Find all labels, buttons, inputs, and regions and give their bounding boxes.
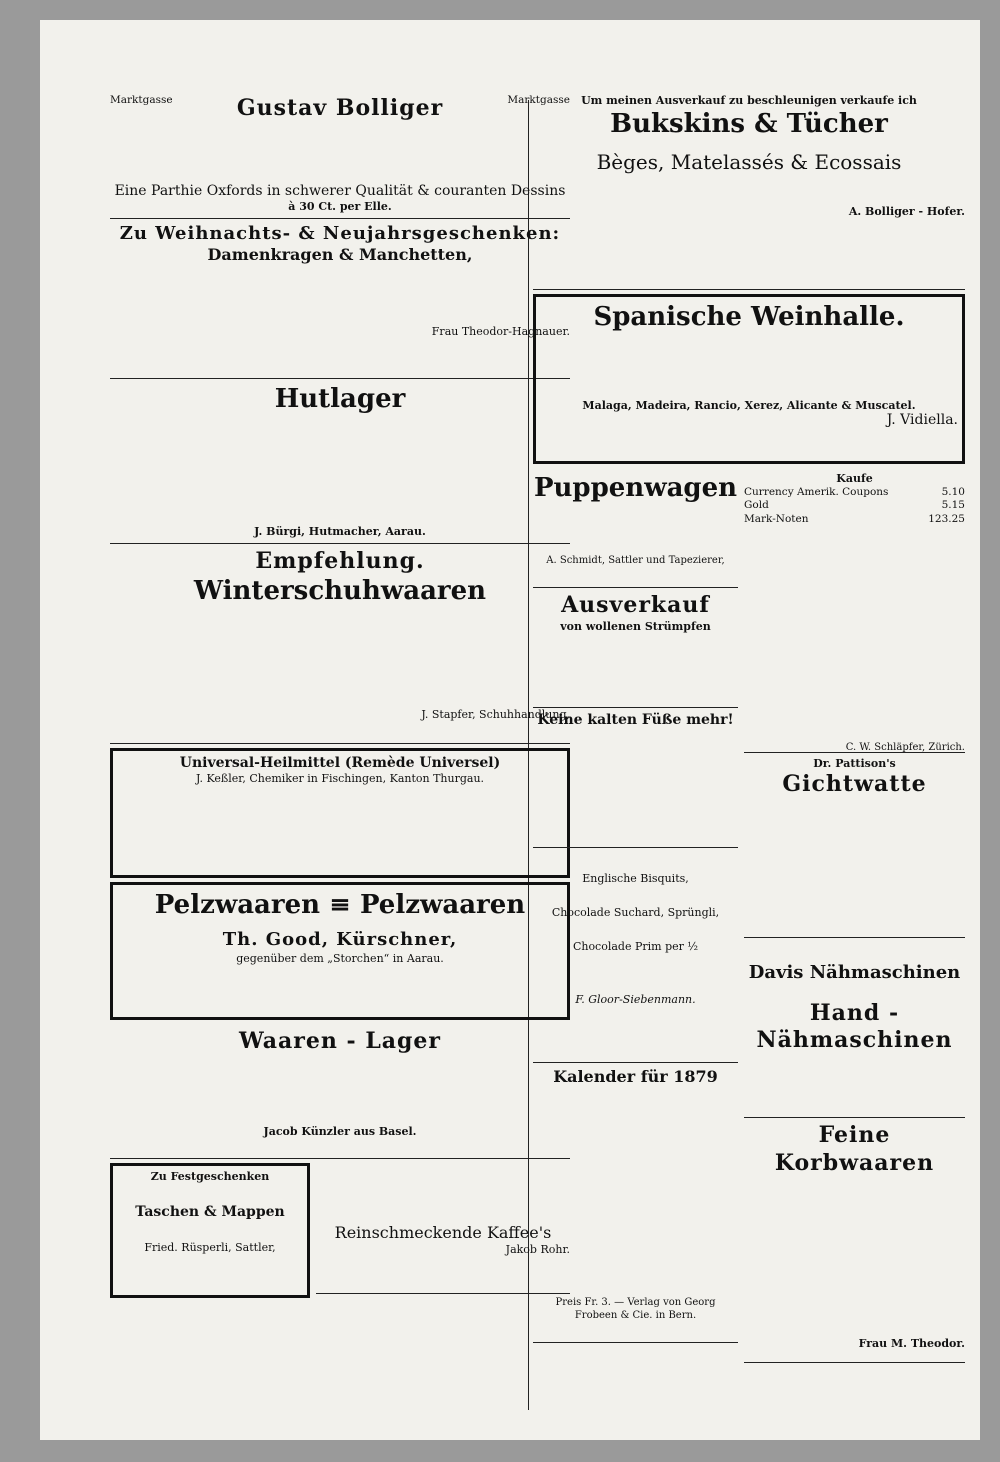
bolliger-name: Gustav Bolliger <box>236 95 444 121</box>
universal-title: Universal-Heilmittel (Remède Universel) <box>179 754 501 771</box>
ad-davis <box>744 938 965 1118</box>
ausverkauf-line: Um meinen Ausverkauf zu beschleunigen verkaufe ich <box>581 94 917 107</box>
ad-weinhalle <box>533 294 965 464</box>
ad-gloor <box>533 848 738 1063</box>
row-value: 123.25 <box>928 513 965 526</box>
ad-kaufe <box>744 468 965 753</box>
kaffee-title: Reinschmeckende Kaffee's <box>334 1222 552 1242</box>
kaufe-row <box>744 499 965 513</box>
ad-kalender <box>533 1063 738 1343</box>
kuenzler-sign: Jacob Künzler aus Basel. <box>263 1125 417 1139</box>
damenkragen: Damenkragen & Manchetten, <box>207 245 473 265</box>
stapfer-sign: J. Stapfer, Schuhhandlung, <box>421 707 570 721</box>
wein-list: Malaga, Madeira, Rancio, Xerez, Alicante & Muscatel. <box>582 398 916 412</box>
kaufe-row <box>744 513 965 527</box>
gloor-sign: F. Gloor-Siebenmann. <box>575 993 696 1007</box>
gloor-2: Chocolade Suchard, Sprüngli, <box>551 905 720 919</box>
rohr-sign: Jakob Rohr. <box>505 1242 570 1256</box>
beges: Bèges, Matelassés & Ecossais <box>596 150 902 175</box>
theodor: Frau M. Theodor. <box>858 1337 965 1350</box>
schlaepfer: C. W. Schläpfer, Zürich. <box>845 741 965 753</box>
ad-fuesse <box>533 708 738 848</box>
ruesperli: Fried. Rüsperli, Sattler, <box>144 1241 276 1255</box>
oxford-price: à 30 Ct. per Elle. <box>288 200 392 214</box>
puppen-title: Puppenwagen <box>533 473 738 503</box>
fest-item: Taschen & Mappen <box>135 1203 285 1220</box>
buergi-sign: J. Bürgi, Hutmacher, Aarau. <box>254 525 426 539</box>
hagnauer-sign: Frau Theodor-Hagnauer. <box>431 325 570 339</box>
bolliger-hofer: A. Bolliger - Hofer. <box>848 205 965 219</box>
left-column <box>110 90 570 1302</box>
pelz-title: Pelzwaaren ≡ Pelzwaaren <box>154 889 526 920</box>
ad-hutlager <box>110 379 570 544</box>
vidiella: J. Vidiella. <box>886 412 958 429</box>
ad-universal <box>110 748 570 878</box>
row-label: Gold <box>744 499 769 512</box>
weihnacht-title: Zu Weihnachts- & Neujahrsgeschenken: <box>119 222 561 244</box>
ad-weihnacht <box>110 219 570 379</box>
row-label: Mark-Noten <box>744 513 809 526</box>
struempfe: von wollenen Strümpfen <box>560 619 711 633</box>
kessler: J. Keßler, Chemiker in Fischingen, Kanton Thurgau. <box>195 772 485 786</box>
row-value: 5.15 <box>941 499 965 512</box>
wein-title: Spanische Weinhalle. <box>593 302 905 332</box>
row-label: Currency Amerik. Coupons <box>744 485 889 498</box>
schmidt: A. Schmidt, Sattler und Tapezierer, <box>546 554 725 566</box>
row-value: 5.10 <box>941 485 965 498</box>
gloor-3: Chocolade Prim per ½ <box>572 939 699 953</box>
fuesse-title: Keine kalten Füße mehr! <box>537 712 734 728</box>
waaren-title: Waaren - Lager <box>238 1027 442 1054</box>
davis-title: Davis Nähmaschinen <box>748 962 961 983</box>
ad-waaren <box>110 1024 570 1159</box>
oxford-offer: Eine Parthie Oxfords in schwerer Qualität & couranten Dessins <box>114 182 566 199</box>
fest-title: Zu Festgeschenken <box>150 1169 270 1183</box>
kaufe-row <box>744 486 965 500</box>
winterschuh: Winterschuhwaaren <box>193 576 487 607</box>
ad-bolliger <box>110 90 570 219</box>
right-sub-left <box>533 468 738 1363</box>
ad-kaffee <box>316 1159 570 1294</box>
gloor-1: Englische Bisquits, <box>582 872 689 885</box>
kalender-title: Kalender für 1879 <box>553 1067 718 1086</box>
ad-puppen <box>533 468 738 588</box>
good-name: Th. Good, Kürschner, <box>222 929 458 951</box>
bottom-left-ads <box>110 1159 570 1302</box>
empfehlung-title: Empfehlung. <box>255 547 425 574</box>
kalender-footer: Preis Fr. 3. — Verlag von Georg Frobeen & Cie. in Bern. <box>555 1297 716 1321</box>
ad-ausverkauf <box>533 90 965 290</box>
right-sub-right <box>738 468 965 1363</box>
marktgasse-right: Marktgasse <box>507 94 570 106</box>
ad-ausverk2 <box>533 588 738 708</box>
right-column <box>533 90 965 1363</box>
ad-empfehlung <box>110 544 570 744</box>
ad-fest <box>110 1163 310 1298</box>
pattison: Dr. Pattison's <box>813 757 896 770</box>
hutlager-title: Hutlager <box>274 383 406 414</box>
ad-gicht <box>744 753 965 938</box>
bukskins: Bukskins & Tücher <box>610 108 888 139</box>
ad-korb <box>744 1118 965 1363</box>
ausverk2-title: Ausverkauf <box>561 592 710 618</box>
marktgasse-left: Marktgasse <box>110 94 173 106</box>
pelz-address: gegenüber dem „Storchen“ in Aarau. <box>236 951 444 965</box>
ad-pelz <box>110 882 570 1020</box>
right-sub <box>533 468 965 1363</box>
gicht-title: Gichtwatte <box>782 770 927 797</box>
kaufe-title: Kaufe <box>836 472 873 485</box>
korb-title: Feine Korbwaaren <box>774 1122 935 1176</box>
newspaper-page <box>40 20 980 1440</box>
hand-naeh: Hand - Nähmaschinen <box>756 999 953 1053</box>
